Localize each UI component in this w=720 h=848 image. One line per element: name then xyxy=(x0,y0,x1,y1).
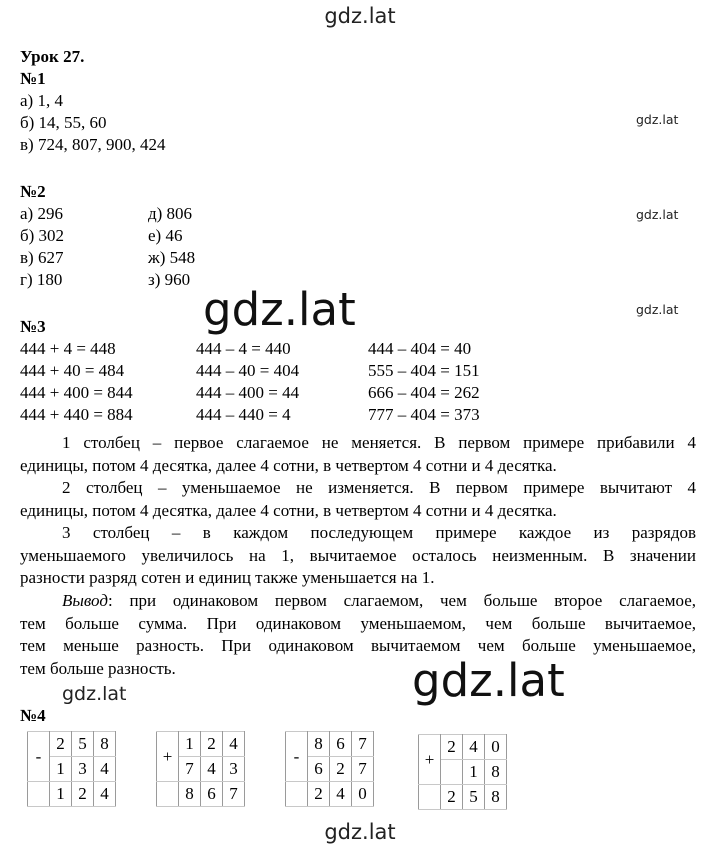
watermark-big-2: gdz.lat xyxy=(412,654,565,707)
operation-sign: + xyxy=(157,732,179,782)
task2-answer: в) 627 xyxy=(20,248,64,267)
task2-answer: д) 806 xyxy=(148,204,193,223)
conclusion xyxy=(20,590,696,680)
digit: 4 xyxy=(330,782,352,807)
digit: 8 xyxy=(308,732,330,757)
equation: 555 – 404 = 151 xyxy=(368,361,480,380)
digit: 7 xyxy=(352,757,374,782)
watermark-side-2: gdz.lat xyxy=(636,207,679,222)
digit: 1 xyxy=(50,782,72,807)
digit: 1 xyxy=(463,760,485,785)
equation: 444 – 404 = 40 xyxy=(368,339,472,358)
digit: 2 xyxy=(441,735,463,760)
digit: 6 xyxy=(308,757,330,782)
text-line: 2 столбец – уменьшаемое не изменяется. В первом примере вычитают 4 xyxy=(62,478,696,497)
task3-heading: №3 xyxy=(20,317,46,336)
lesson-title: Урок 27. xyxy=(20,47,85,66)
text-line: единицы, потом 4 десятка, далее 4 сотни, в четвертом 4 сотни и 4 десятка. xyxy=(20,455,557,475)
watermark-bottom: gdz.lat xyxy=(324,820,396,844)
digit: 6 xyxy=(330,732,352,757)
text-line: уменьшаемого увеличилось на 1, вычитаемое осталось неизменным. В значении xyxy=(20,545,696,565)
digit: 2 xyxy=(50,732,72,757)
task2-answer: б) 302 xyxy=(20,226,65,245)
digit: 4 xyxy=(463,735,485,760)
digit: 0 xyxy=(485,735,507,760)
digit: 4 xyxy=(94,782,116,807)
task2-answer: ж) 548 xyxy=(148,248,196,267)
task2-answer: а) 296 xyxy=(20,204,63,223)
equation: 444 – 40 = 404 xyxy=(196,361,300,380)
digit: 1 xyxy=(50,757,72,782)
digit: 0 xyxy=(352,782,374,807)
digit: 3 xyxy=(72,757,94,782)
digit: 4 xyxy=(94,757,116,782)
text-line: единицы, потом 4 десятка, далее 4 сотни, в четвертом 4 сотни и 4 десятка. xyxy=(20,500,557,520)
equation: 444 – 4 = 440 xyxy=(196,339,291,358)
operation-sign: + xyxy=(419,735,441,785)
digit: 1 xyxy=(179,732,201,757)
operation-sign: - xyxy=(28,732,50,782)
equation: 444 – 400 = 44 xyxy=(196,383,300,402)
digit: 4 xyxy=(223,732,245,757)
digit: 8 xyxy=(485,785,507,810)
digit: 5 xyxy=(72,732,94,757)
text-line: разности разряд сотен и единиц также уменьшается на 1. xyxy=(20,568,435,587)
explanation-column-2 xyxy=(20,477,696,522)
text-line: тем больше сумма. При одинаковом уменьшаемом, чем больше вычитаемое, xyxy=(20,613,696,633)
task1-line: б) 14, 55, 60 xyxy=(20,113,107,132)
watermark-top: gdz.lat xyxy=(324,4,396,28)
digit: 8 xyxy=(485,760,507,785)
digit: 7 xyxy=(352,732,374,757)
explanation-column-3 xyxy=(20,522,696,590)
digit: 7 xyxy=(223,782,245,807)
digit: 6 xyxy=(201,782,223,807)
task4-heading: №4 xyxy=(20,706,46,725)
column-arithmetic-4 xyxy=(418,734,507,810)
text-line: тем меньше разность. При одинаковом вычитаемом чем больше уменьшаемое, xyxy=(20,636,696,655)
task1-heading: №1 xyxy=(20,69,46,88)
conclusion-label: Вывод xyxy=(62,591,108,610)
equation: 444 + 40 = 484 xyxy=(20,361,125,380)
digit: 2 xyxy=(72,782,94,807)
operation-sign: - xyxy=(286,732,308,782)
digit: 4 xyxy=(201,757,223,782)
task1-line: а) 1, 4 xyxy=(20,91,63,110)
digit: 2 xyxy=(308,782,330,807)
equation: 444 + 400 = 844 xyxy=(20,383,133,402)
watermark-big-1: gdz.lat xyxy=(203,283,356,336)
explanation-column-1 xyxy=(20,432,696,477)
task2-answer: г) 180 xyxy=(20,270,63,289)
task1-line: в) 724, 807, 900, 424 xyxy=(20,135,166,154)
equation: 777 – 404 = 373 xyxy=(368,405,480,424)
column-arithmetic-3 xyxy=(285,731,374,807)
digit: 7 xyxy=(179,757,201,782)
digit: 3 xyxy=(223,757,245,782)
digit: 5 xyxy=(463,785,485,810)
watermark-side-1: gdz.lat xyxy=(636,112,679,127)
task2-answer: е) 46 xyxy=(148,226,183,245)
column-arithmetic-1 xyxy=(27,731,116,807)
text-line: 3 столбец – в каждом последующем примере каждое из разрядов xyxy=(62,523,696,542)
text-line: 1 столбец – первое слагаемое не меняется. В первом примере прибавили 4 xyxy=(62,433,696,452)
equation: 666 – 404 = 262 xyxy=(368,383,480,402)
digit: 8 xyxy=(179,782,201,807)
digit xyxy=(441,760,463,785)
column-arithmetic-2 xyxy=(156,731,245,807)
watermark-mid: gdz.lat xyxy=(62,683,127,705)
task2-heading: №2 xyxy=(20,182,46,201)
digit: 2 xyxy=(201,732,223,757)
text-line: Вывод: при одинаковом первом слагаемом, чем больше второе слагаемое, xyxy=(62,591,696,610)
equation: 444 – 440 = 4 xyxy=(196,405,291,424)
watermark-side-3: gdz.lat xyxy=(636,302,679,317)
digit: 2 xyxy=(441,785,463,810)
equation: 444 + 440 = 884 xyxy=(20,405,133,424)
equation: 444 + 4 = 448 xyxy=(20,339,116,358)
digit: 8 xyxy=(94,732,116,757)
digit: 2 xyxy=(330,757,352,782)
text-line: тем больше разность. xyxy=(20,658,176,678)
task2-answer: з) 960 xyxy=(148,270,191,289)
